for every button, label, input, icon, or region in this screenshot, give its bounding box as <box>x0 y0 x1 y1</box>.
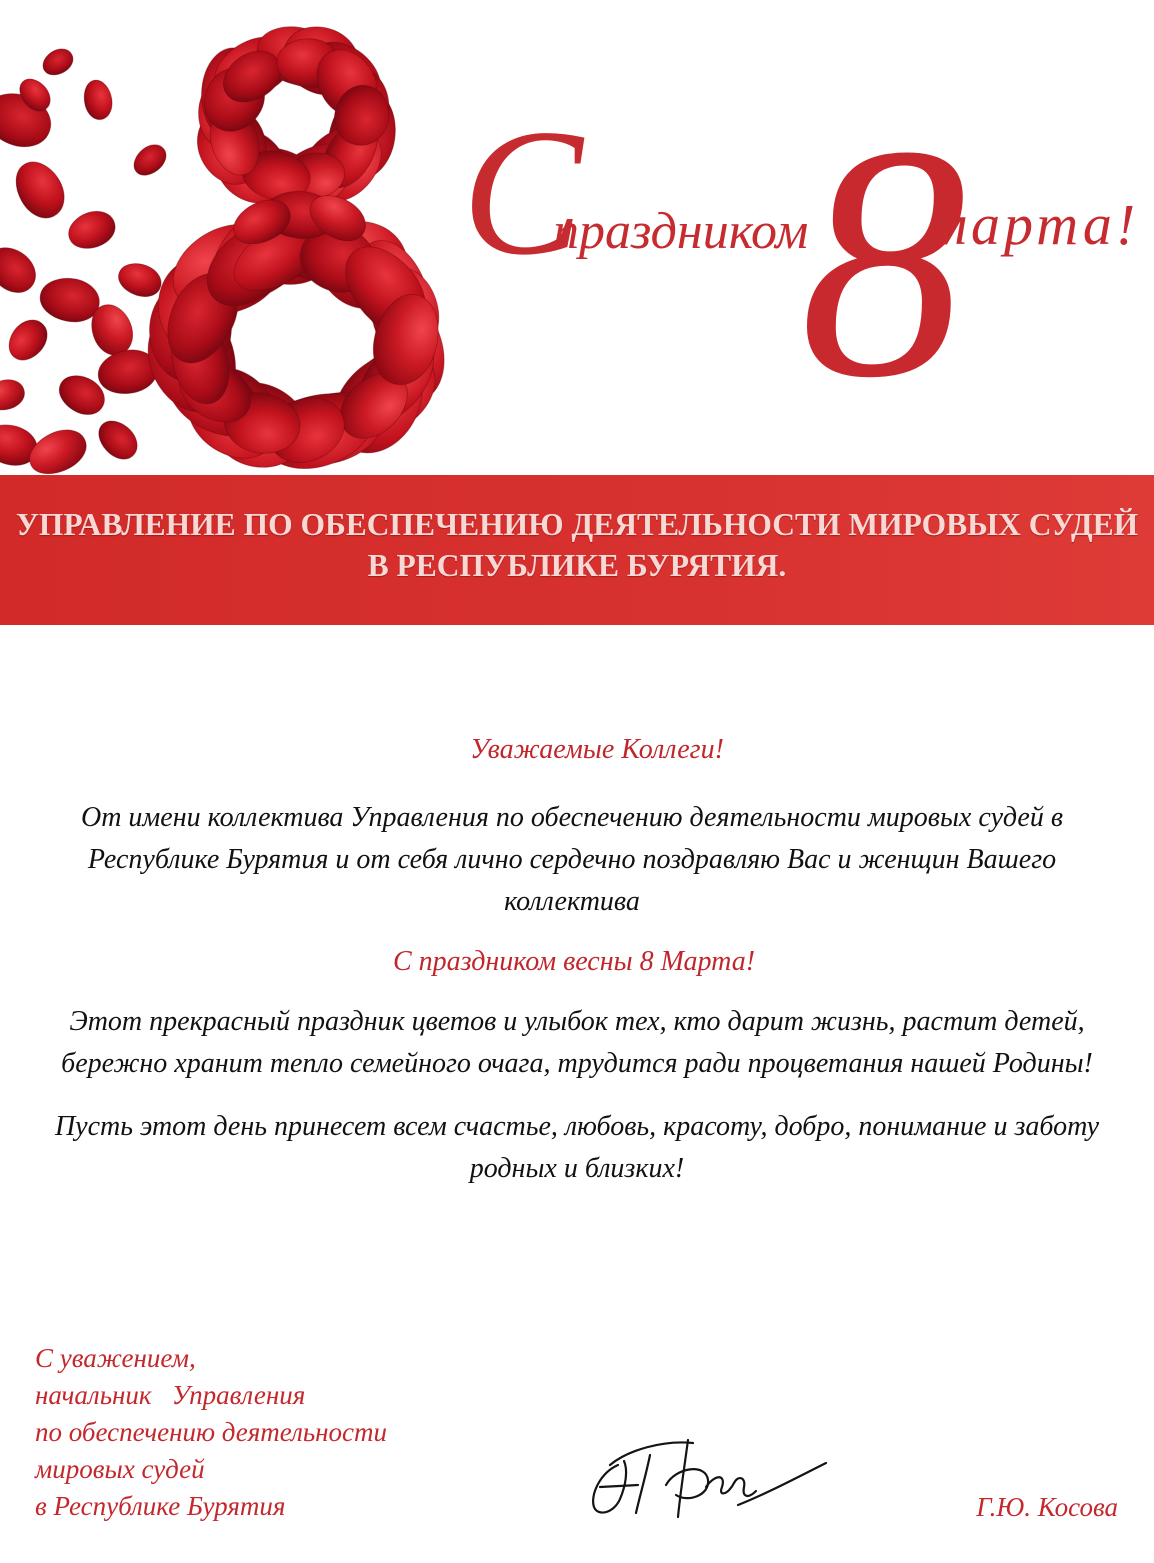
greeting-script-month: марта! <box>930 192 1140 257</box>
greeting-script-eight: 8 <box>800 78 967 447</box>
rose-petal <box>38 44 77 80</box>
rose-petal <box>23 422 93 475</box>
closing-block <box>35 1340 387 1525</box>
paragraph-line: Пусть этот день принесет всем счастье, любовь, красоту, добро, понимание и заботу <box>54 1111 1100 1142</box>
closing-line: по обеспечению деятельности <box>35 1417 388 1447</box>
salutation: Уважаемые Коллеги! <box>470 734 724 765</box>
paragraph-line: родных и близких! <box>469 1153 685 1184</box>
rose-petal <box>0 376 28 415</box>
rose-petal <box>91 413 144 466</box>
closing-line: С уважением, <box>35 1343 196 1373</box>
paragraph-line: Этот прекрасный праздник цветов и улыбок тех, кто дарит жизнь, растит детей, <box>69 1006 1085 1037</box>
paragraph-line: Республике Бурятия и от себя лично сердечно поздравляю Вас и женщин Вашего <box>87 844 1057 875</box>
organization-name-line1: УПРАВЛЕНИЕ ПО ОБЕСПЕЧЕНИЮ ДЕЯТЕЛЬНОСТИ МИРОВЫХ СУДЕЙ <box>15 507 1139 542</box>
rose-petals-figure-eight <box>0 0 470 475</box>
closing-line: в Республике Бурятия <box>35 1491 286 1521</box>
organization-name-line2: В РЕСПУБЛИКЕ БУРЯТИЯ. <box>367 548 787 583</box>
rose-petal <box>6 153 73 226</box>
rose-petal <box>128 139 172 181</box>
rose-petal <box>81 78 115 122</box>
holiday-heading: С праздником весны 8 Марта! <box>392 946 756 977</box>
handwritten-signature <box>588 1425 833 1530</box>
paragraph-line: бережно хранит тепло семейного очага, трудится ради процветания нашей Родины! <box>61 1048 1093 1079</box>
paragraph-congratulation <box>0 797 1149 923</box>
greeting-script-word: праздником <box>553 203 809 260</box>
paragraph-wishes <box>0 1106 1154 1190</box>
rose-petal <box>0 238 44 301</box>
paragraph-line: коллектива <box>504 886 640 917</box>
rose-petal <box>114 258 166 302</box>
signer-name: Г.Ю. Косова <box>976 1492 1118 1522</box>
paragraph-holiday-description <box>0 1001 1154 1085</box>
paragraph-line: От имени коллектива Управления по обеспечению деятельности мировых судей в <box>80 802 1064 833</box>
rose-petal <box>63 205 120 254</box>
organization-banner <box>0 475 1154 625</box>
greeting-script-c: С <box>462 93 583 293</box>
petal-layer <box>0 14 452 475</box>
closing-line: мировых судей <box>35 1454 205 1484</box>
closing-line: начальник Управления <box>35 1380 306 1410</box>
rose-petal <box>1 313 54 368</box>
header-graphic <box>0 0 1154 475</box>
